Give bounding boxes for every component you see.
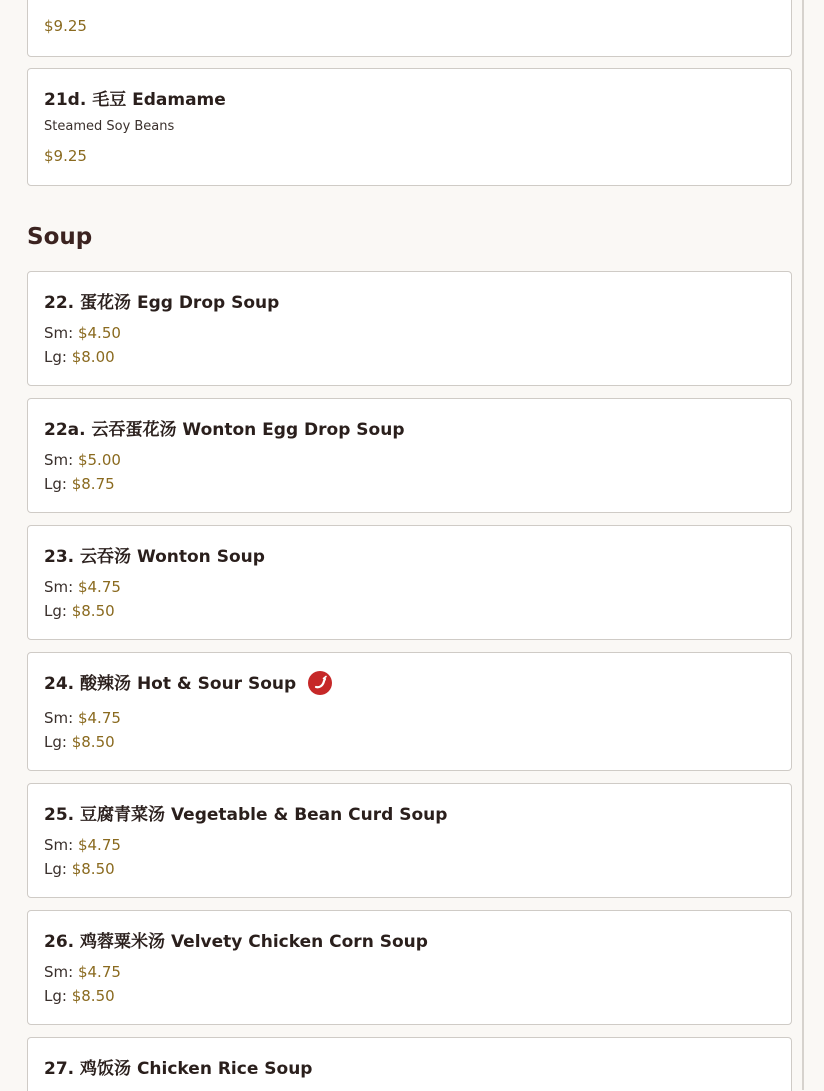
size-label-small: Sm:: [44, 709, 74, 727]
price-line-small: [44, 451, 121, 469]
price-large: $8.50: [71, 987, 115, 1005]
item-title: 26. 鸡蓉粟米汤 Velvety Chicken Corn Soup: [44, 932, 428, 952]
price-large: $8.00: [71, 348, 115, 366]
item-title-row: [44, 669, 332, 695]
size-label-small: Sm:: [44, 324, 74, 342]
size-label-large: Lg:: [44, 987, 67, 1005]
price-line-large: [44, 475, 115, 493]
size-label-large: Lg:: [44, 860, 67, 878]
price-large: $8.50: [71, 733, 115, 751]
price-line-small: [44, 578, 121, 596]
item-title: 22. 蛋花汤 Egg Drop Soup: [44, 293, 280, 313]
section-title-soup: Soup: [27, 224, 93, 250]
item-title: 23. 云吞汤 Wonton Soup: [44, 547, 265, 567]
item-title: 24. 酸辣汤 Hot & Sour Soup: [44, 674, 297, 694]
price-line-small: [44, 324, 121, 342]
size-label-large: Lg:: [44, 733, 67, 751]
menu-item-card[interactable]: [27, 398, 792, 513]
price-small: $4.50: [77, 324, 121, 342]
price-line-large: [44, 860, 115, 878]
chili-pepper-icon: [308, 671, 332, 695]
item-title: 21d. 毛豆 Edamame: [44, 90, 226, 110]
size-label-small: Sm:: [44, 836, 74, 854]
item-title: 22a. 云吞蛋花汤 Wonton Egg Drop Soup: [44, 420, 405, 440]
menu-item-card[interactable]: [27, 68, 792, 186]
menu-item-card[interactable]: [27, 0, 792, 57]
item-description: Steamed Soy Beans: [44, 119, 175, 134]
price-small: $4.75: [77, 836, 121, 854]
size-label-large: Lg:: [44, 602, 67, 620]
item-price-line: [44, 17, 87, 35]
item-price: $9.25: [44, 17, 87, 35]
menu-item-card[interactable]: [27, 783, 792, 898]
item-price-line: [44, 147, 87, 165]
price-large: $8.75: [71, 475, 115, 493]
price-line-large: [44, 348, 115, 366]
price-small: $5.00: [77, 451, 121, 469]
price-line-large: [44, 602, 115, 620]
price-large: $8.50: [71, 602, 115, 620]
price-line-large: [44, 987, 115, 1005]
price-small: $4.75: [77, 709, 121, 727]
menu-item-card[interactable]: [27, 271, 792, 386]
menu-item-card[interactable]: [27, 525, 792, 640]
item-title: 25. 豆腐青菜汤 Vegetable & Bean Curd Soup: [44, 805, 448, 825]
size-label-small: Sm:: [44, 578, 74, 596]
price-line-small: [44, 709, 121, 727]
item-price: $9.25: [44, 147, 87, 165]
size-label-small: Sm:: [44, 963, 74, 981]
price-small: $4.75: [77, 963, 121, 981]
item-title: 27. 鸡饭汤 Chicken Rice Soup: [44, 1059, 313, 1079]
menu-item-card[interactable]: [27, 910, 792, 1025]
price-small: $4.75: [77, 578, 121, 596]
price-large: $8.50: [71, 860, 115, 878]
menu-item-card[interactable]: [27, 1037, 792, 1091]
size-label-large: Lg:: [44, 348, 67, 366]
price-line-small: [44, 836, 121, 854]
size-label-small: Sm:: [44, 451, 74, 469]
price-line-small: [44, 963, 121, 981]
menu-item-card[interactable]: [27, 652, 792, 771]
size-label-large: Lg:: [44, 475, 67, 493]
scrollbar-track[interactable]: [802, 0, 804, 1090]
price-line-large: [44, 733, 115, 751]
